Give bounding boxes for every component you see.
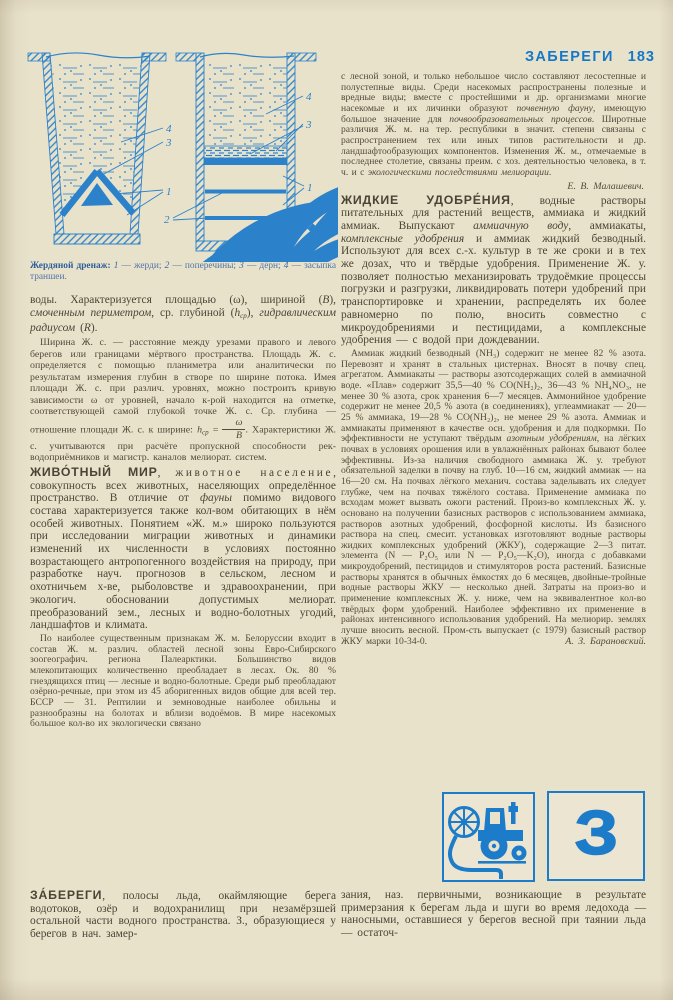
- paragraph-zhivotny-mir-details: По наиболее существенным признакам Ж. м. Белоруссии входит в состав Ж. м. различ. областей лесной зоны Евро-Сибирского зоогеографич. региона Палеарктики. Большинство видов млекопитающих количественно преобладает в лесах. Ок. 80 % гнездящихся птиц — лесные и водно-болотные. Среди рыб преобладают озёрно-речные, при этом из 45 аборигенных видов общие для всей тер. БССР — 31. Рептилии и земноводные наиболее обильны и разнообразны на болотах и вблизи водоёмов. В мире насекомых большое кол-во их экологически связано: [30, 632, 336, 730]
- right-column: [341, 72, 646, 649]
- drainage-diagram-figure: [26, 34, 338, 262]
- author-signature-baranovsky: А. З. Барановский.: [565, 635, 646, 647]
- paragraph-zaberegi-continuation: зания, наз. первичными, возникающие в результате примерзания к берегам льда и шуги во время ледохода — наносными, оставшиеся у берегов весной при таянии льда — остаточ-: [341, 889, 646, 940]
- sod-layer: [204, 146, 287, 158]
- paragraph-live-section-end: воды. Характеризуется площадью (ω), шириной (B), смоченным периметром, ср. глубиной (hср), гидравлическим радиусом (R).: [30, 294, 336, 335]
- figure-label-2: 2: [164, 214, 170, 226]
- tractor-fertilizer-icon: [444, 794, 532, 879]
- sod-layer-dark-band: [204, 158, 287, 165]
- page-number: 183: [627, 49, 655, 65]
- paragraph-zhivotny-mir-end: с лесной зоной, и только небольшое число составляют лесостепные и полустепные виды. Среди насекомых распространены полезные и вредные виды; вместе с простейшими и др. организмами многие насекомые и их личинки образуют почвенную фауну, имеющую большое значение для почвообразовательных процессов. Широтные различия Ж. м. на тер. республики в значит. степени связаны с распространением тех или иных типов растительности и др. ландшафтообразующих компонентов. Изменения Ж. м., отмечаемые в последнее столетие, связаны преим. с хоз. деятельностью человека, в т. ч. и с экологическими последствиями мелиорации.: [341, 71, 647, 178]
- article-zaberegi: ЗА́БЕРЕГИ, полосы льда, окаймляющие берега водотоков, озёр и водохранилищ при незамёрзшей остальной части водного пространства. З., образующиеся у берегов в нач. замер-: [30, 888, 336, 941]
- left-column: [30, 294, 336, 732]
- section-letter-z: З: [574, 799, 618, 868]
- figure-label-4: 4: [306, 91, 312, 103]
- figure-label-1: 1: [166, 186, 172, 198]
- section-divider-tractor-box: [442, 792, 535, 882]
- paragraph-width-details: Ширина Ж. с. — расстояние между урезами правого и левого берегов или границами мёртвого пространства. Площадь Ж. с. определяется с помощью планиметра или аналитически по результатам измерения глубин в створе по ширине потока. Имея площади Ж. с. при различ. уровнях, можно построить кривую зависимости ω от уровней, начало к-рой находится на отметке, соответствующей самой глубокой точке Ж. с. Ср. глубина — отношение площади Ж. с. к ширине: $h_{ср}$ = $\frac{\omega}{B}$ . Характеристики Ж. с. учитываются при расчёте пропускной способности рек-водоприёмников и магистр. каналов мелиорат. систем.: [30, 337, 337, 464]
- crossbar-board: [205, 216, 286, 220]
- figure-label-3: 3: [166, 137, 172, 149]
- paragraph-ammonia-details: Аммиак жидкий безводный (NH₃) содержит не менее 82 % азота. Перевозят и хранят в стальных цистернах. Вносят в почву спец. агрегатом. Аммиакаты — растворы азотсодержащих солей в аммиачной воде. «Плав» содержит 35,5—40 % CO(NH₂)₂, 36—43 % NH₄NO₃, не менее 30 % азота, срок хранения 6—7 месяцев. Аммонийное удобрение содержит не менее 20,5 % азота (в соединениях), углеаммиакат — 20—25 % аммиака, 19—28 % CO(NH₂)₂, не менее 29 % азота. Аммиак и аммиакаты применяют в качестве осн. удобрения и для подкормки. По эффективности не уступают твёрдым азотным удобрениям, на лёгких почвах в условиях орошения или в увлажнённых районах бывают более эффективны. Из-за наличия свободного аммиака Ж. у. требуют обязательной заделки в почву на глуб. 10—16 см, жидкий аммиак — на 16—20 см. На почвах лёгкого механич. состава заделывать их следует глубже, чем на почвах тяжёлого состава. Применение аммиака по всходам может вызвать ожоги растений. Произ-во комплексных Ж. у. основано на получении базисных растворов с использованием аммиака, растворов азотных удобрений, фосфорной кислоты. Из базисного раствора на спец. смесит. установках изготовляют водные растворы жидких комплексных удобрений (ЖКУ), содержащие 2—3 питат. элемента (N — P₂O₅ или N — P₂O₅—K₂O), иногда с добавками микроудобрений, пестицидов и стимуляторов роста растений. Базисные растворы хранятся в обычных ёмкостях до 6 месяцев, двойные-тройные водные растворы ЖКУ — несколько дней. Затраты на произ-во и применение комплексных Ж. у. ниже, чем на эквивалентное кол-во твёрдых форм удобрений. Наиболее эффективно их применение в районах интенсивного использования удобрений. На мелиорир. землях лучше вносить весной. Пром-сть выпускает (с 1979) базисный раствор ЖКУ марки 10-34-0. А. З. Барановский.: [341, 348, 646, 647]
- article-zhivotny-mir: ЖИВО́ТНЫЙ МИР, животное население, совокупность всех животных, населяющих определённое пространство. В отличие от фауны помимо видового состава характеризуется также кол-вом обитающих в нём особей животных. Понятием «Ж. м.» широко пользуются при исследовании миграции животных и динамики изменений их численности в условиях постоянно возрастающего антропогенного воздействия на природу, при разработке науч. прогнозов в сельском, лесном и охотничьем х-ве, рыболовстве и здравоохранении, при экологич. обосновании допустимых мелиорат. преобразований зем., лесных и водно-болотных угодий, ландшафтов и климата.: [30, 464, 336, 632]
- article-zhidkie-udobreniya: ЖИДКИЕ УДОБРЕ́НИЯ, водные растворы питательных для растений веществ, аммиака и жидкий аммиак. Выпускают аммиачную воду, аммиакаты, комплексные удобрения и аммиак жидкий безводный. Используют для всех с.-х. культур в те же сроки и в тех же дозах, что и твёрдые удобрения. Применение Ж. у. позволяет полностью механизировать трудоёмкие процессы погрузки и разгрузки, ликвидировать потери удобрений при транспортировке и хранении, распределять их более равномерно по полю, вносить совместно с микроудобрениями и пестицидами, а комплексные удобрения — с водой при дождевании.: [341, 192, 646, 347]
- figure-label-3: 3: [306, 119, 312, 131]
- author-signature-malashevich: Е. В. Малашевич.: [567, 180, 644, 192]
- figure-caption: Жердяной дренаж: 1 — жерди; 2 — поперечины; 3 — дёрн; 4 — засыпка траншеи.: [30, 261, 336, 282]
- crossbar-board: [205, 190, 286, 194]
- header-title: ЗАБЕРЕГИ: [524, 49, 614, 65]
- figure-label-4: 4: [166, 123, 172, 135]
- section-letter-box: [547, 791, 645, 881]
- running-header: [525, 49, 655, 65]
- figure-label-1: 1: [307, 182, 313, 194]
